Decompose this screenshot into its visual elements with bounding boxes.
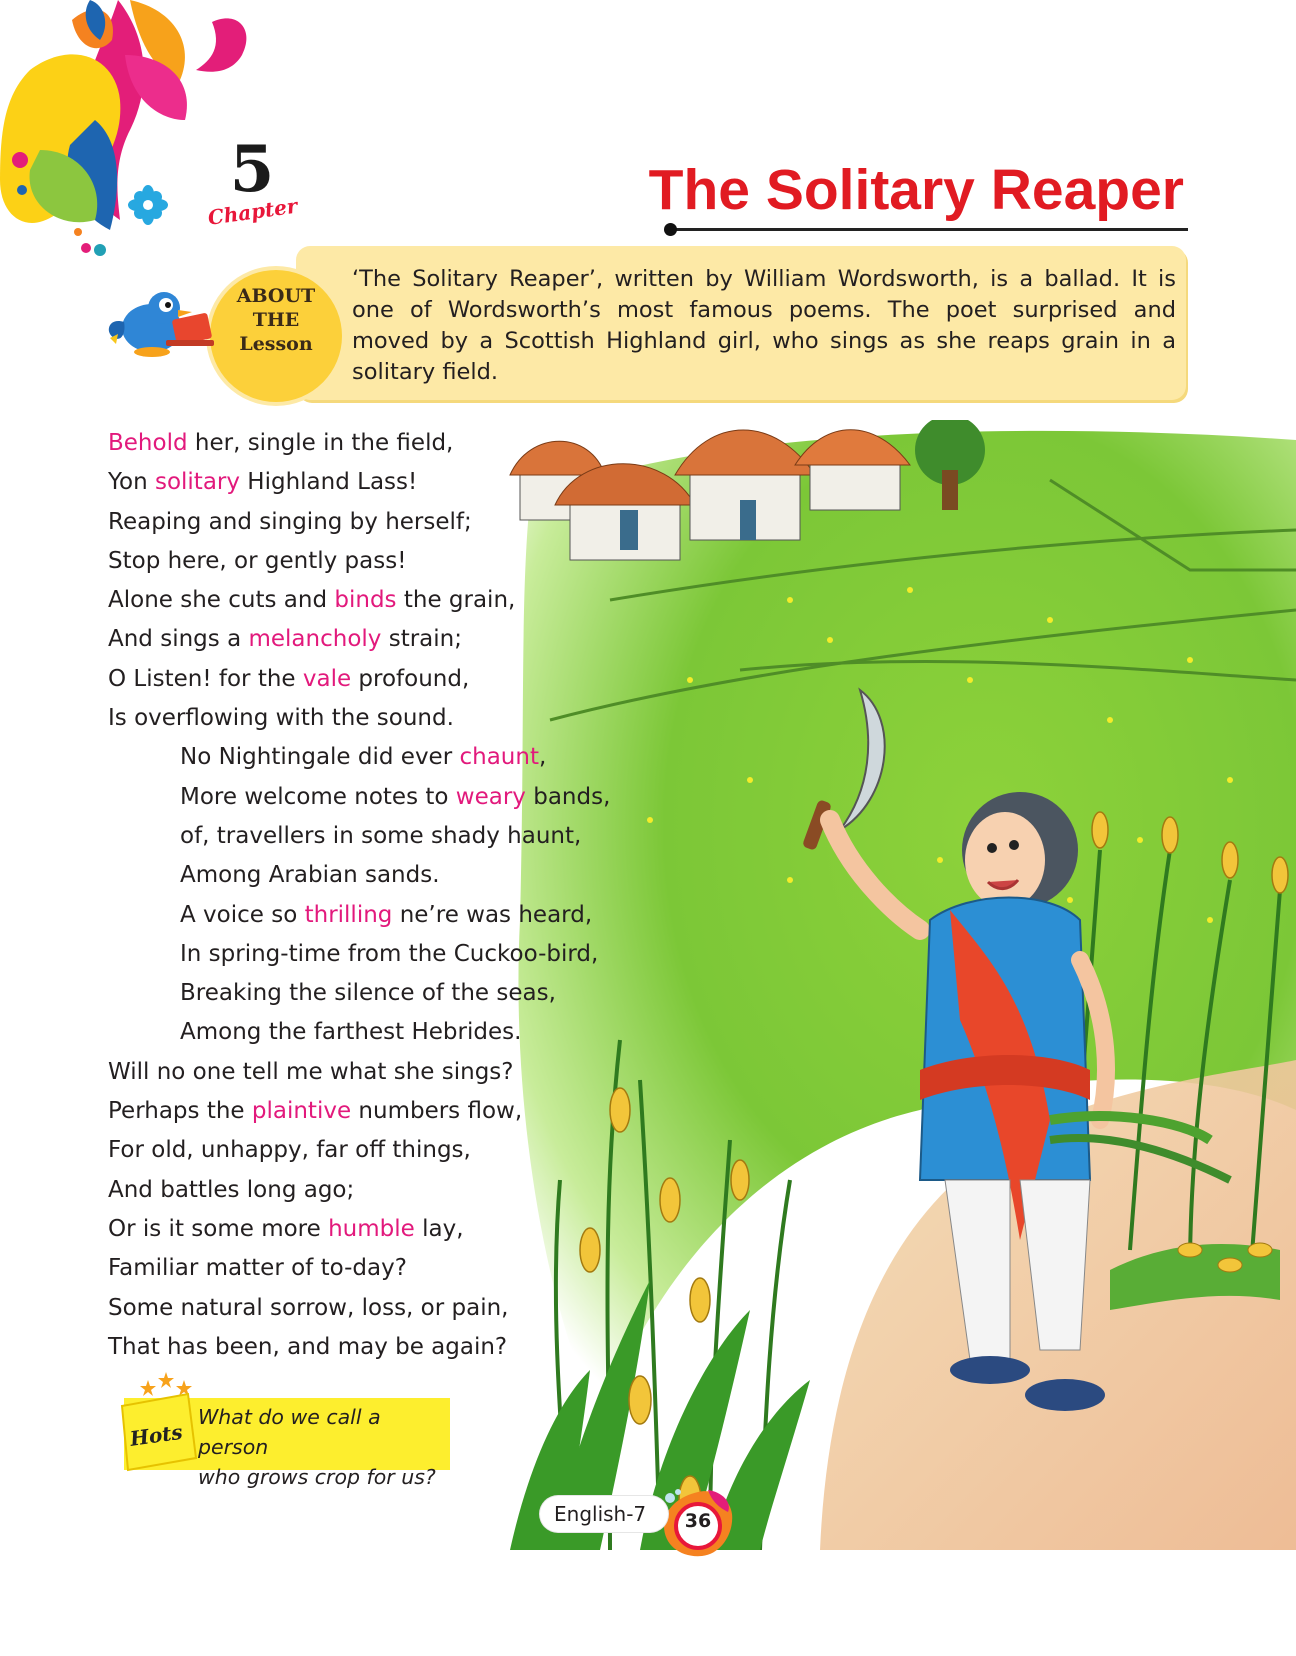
poem-text (108, 424, 628, 1367)
glossary-word: solitary (154, 469, 240, 496)
poem-text-segment: Alone she cuts and (108, 587, 335, 614)
poem-line (108, 463, 628, 502)
badge-line-lesson: Lesson (239, 333, 313, 355)
poem-line (108, 1013, 628, 1052)
poem-text-segment: Is overflowing with the sound. (108, 705, 454, 732)
poem-text-segment: Among the farthest Hebrides. (180, 1019, 522, 1046)
poem-line (108, 738, 628, 777)
poem-text-segment: bands, (525, 783, 611, 810)
poem-line (108, 1053, 628, 1092)
poem-text-segment: For old, unhappy, far off things, (108, 1137, 471, 1164)
glossary-word: Behold (108, 430, 188, 456)
hots-question-line1: What do we call a person (198, 1405, 381, 1459)
glossary-word: thrilling (304, 901, 393, 928)
poem-line (108, 542, 628, 581)
glossary-word: humble (328, 1215, 415, 1242)
poem-text-segment: , (538, 744, 547, 771)
poem-text-segment: her, single in the field, (187, 430, 454, 456)
poem-text-segment: Perhaps the (108, 1098, 252, 1125)
poem-text-segment: Stop here, or gently pass! (108, 547, 407, 574)
chapter-number: 5 (229, 132, 275, 207)
glossary-word: melancholy (248, 626, 382, 653)
poem-text-segment: strain; (381, 626, 462, 653)
chapter-label: Chapter (206, 193, 299, 230)
poem-text-segment: lay, (414, 1215, 464, 1242)
glossary-word: binds (334, 587, 397, 614)
glossary-word: chaunt (459, 744, 539, 771)
poem-line (108, 1131, 628, 1170)
poem-line (108, 817, 628, 856)
title-underline (674, 228, 1188, 231)
hots-question-line2: who grows crop for us? (198, 1465, 436, 1489)
hots-question (198, 1402, 448, 1492)
poem-line (108, 581, 628, 620)
poem-text-segment: O Listen! for the (108, 665, 303, 692)
poem-text-segment: Or is it some more (108, 1215, 329, 1242)
poem-text-segment: profound, (351, 665, 470, 692)
poem-text-segment: A voice so (180, 901, 305, 928)
poem-line (108, 935, 628, 974)
poem-line (108, 778, 628, 817)
poem-line (108, 856, 628, 895)
poem-text-segment: Highland Lass! (239, 469, 418, 496)
poem-text-segment: Some natural sorrow, loss, or pain, (108, 1294, 509, 1321)
poem-line (108, 974, 628, 1013)
poem-line (108, 503, 628, 542)
poem-text-segment: Reaping and singing by herself; (108, 508, 472, 535)
poem-text-segment: Among Arabian sands. (180, 862, 440, 889)
poem-text-segment: No Nightingale did ever (180, 744, 460, 771)
poem-text-segment: Will no one tell me what she sings? (108, 1058, 514, 1085)
hots-flag-icon (118, 1366, 208, 1476)
hots-label: Hots (128, 1419, 185, 1451)
glossary-word: plaintive (251, 1098, 352, 1125)
poem-line (108, 1328, 628, 1367)
footer-book-label: English-7 (554, 1502, 647, 1526)
poem-line (108, 1289, 628, 1328)
poem-line (108, 1092, 628, 1131)
poem-text-segment: numbers flow, (351, 1098, 523, 1125)
about-lesson-badge-text (210, 284, 342, 356)
poem-text-segment: And battles long ago; (108, 1176, 355, 1203)
poem-line (108, 424, 628, 463)
poem-text-segment: ne’re was heard, (392, 901, 593, 928)
poem-text-segment: Yon (108, 469, 155, 496)
poem-line (108, 1171, 628, 1210)
poem-text-segment: the grain, (396, 587, 516, 614)
poem-line (108, 896, 628, 935)
poem-text-segment: That has been, and may be again? (108, 1333, 508, 1360)
poem-text-segment: of, travellers in some shady haunt, (180, 822, 582, 849)
glossary-word: weary (455, 783, 526, 810)
page-number: 36 (684, 1510, 712, 1532)
poem-text-segment: More welcome notes to (180, 783, 456, 810)
poem-line (108, 699, 628, 738)
page-title: The Solitary Reaper (648, 158, 1184, 222)
poem-text-segment: Familiar matter of to-day? (108, 1255, 407, 1282)
badge-line-the: THE (252, 309, 300, 331)
about-lesson-text: ‘The Solitary Reaper’, written by William Wordsworth, is a ballad. It is one of Wordsworth’s most famous poems. The poet surprised and moved by a Scottish Highland girl, who sings as she reaps grain in a solitary field. (352, 266, 1176, 385)
poem-line (108, 660, 628, 699)
bird-with-laptop-icon (104, 282, 222, 362)
poem-line (108, 1210, 628, 1249)
poem-text-segment: Breaking the silence of the seas, (180, 980, 556, 1007)
badge-line-about: ABOUT (236, 285, 316, 307)
glossary-word: vale (302, 665, 352, 692)
title-underline-dot (664, 223, 677, 236)
poem-line (108, 1249, 628, 1288)
poem-text-segment: In spring-time from the Cuckoo-bird, (180, 940, 599, 967)
poem-line (108, 620, 628, 659)
poem-text-segment: And sings a (108, 626, 249, 653)
